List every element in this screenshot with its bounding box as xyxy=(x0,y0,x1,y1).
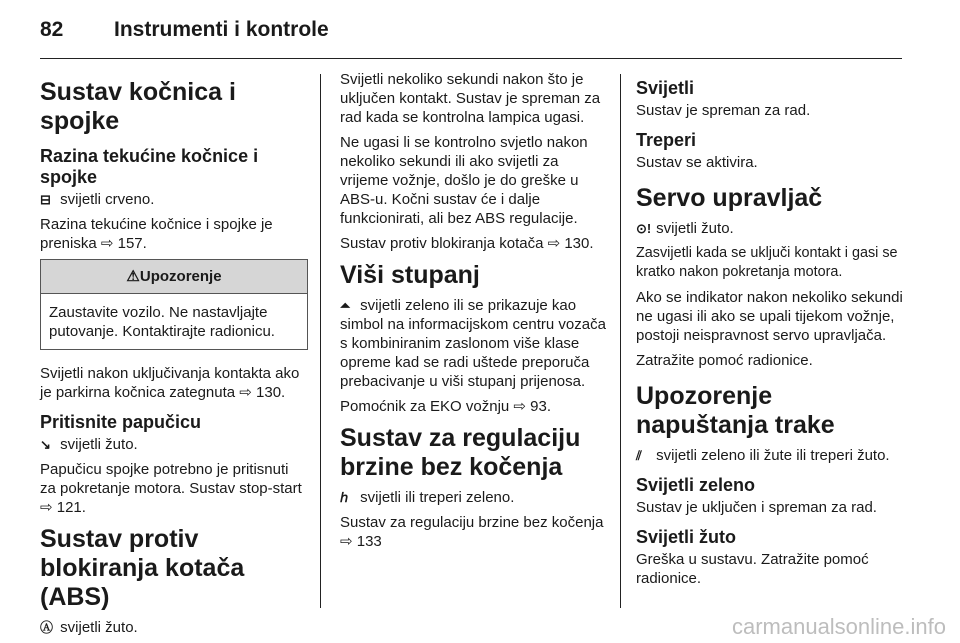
heading-lit-yellow: Svijetli žuto xyxy=(636,527,737,547)
heading-flashing: Treperi xyxy=(636,130,697,150)
heading-power-steering: Servo upravljač xyxy=(636,184,823,212)
column-divider-1 xyxy=(320,74,321,608)
paragraph-pedal: Papučicu spojke potrebno je pritisnuti za pokretanje motora. Sustav stop-start ⇨ 121. xyxy=(40,461,302,516)
warning-triangle-icon: ⚠ xyxy=(126,268,140,285)
paragraph-servo-2: Zasvijetli kada se uključi kontakt i gasi se kratko nakon pokretanja motora. xyxy=(636,245,898,280)
abs-icon: Ⓐ xyxy=(40,620,54,635)
paragraph-flashing: Sustav se aktivira. xyxy=(636,154,758,171)
page-number: 82 xyxy=(40,18,64,41)
heading-fluid-level: Razina tekućine kočnice i spojke xyxy=(40,146,259,187)
heading-press-pedal: Pritisnite papučicu xyxy=(40,412,202,432)
power-steering-icon: ⊙! xyxy=(636,221,652,236)
paragraph-red: ⊟ svijetli crveno. xyxy=(40,191,155,208)
column-1 xyxy=(40,70,308,643)
page-header xyxy=(40,18,329,42)
column-3 xyxy=(636,70,904,594)
paragraph-abs: Ⓐ svijetli žuto. xyxy=(40,619,138,636)
heading-abs: Sustav protiv blokiranja kotača (ABS) xyxy=(40,525,245,611)
paragraph-eco: Pomoćnik za EKO vožnju ⇨ 93. xyxy=(340,398,551,415)
paragraph-abs-2: Ne ugasi li se kontrolno svjetlo nakon nekoliko sekundi ili ako svijetli za vrijeme vožnje, došlo je do greške u ABS-u. Kočni sustav će i dalje funkcionirati, ali bez ABS regulacije. xyxy=(340,134,588,227)
paragraph-servo-4: Zatražite pomoć radionice. xyxy=(636,352,813,369)
column-2 xyxy=(340,70,608,557)
header-rule xyxy=(40,58,902,59)
paragraph-speed-2: Sustav za regulaciju brzine bez kočenja ⇨ 133 xyxy=(340,514,604,550)
paragraph-speed-1: ℎ svijetli ili treperi zeleno. xyxy=(340,489,515,506)
clutch-pedal-icon: ↘ xyxy=(40,437,51,452)
upshift-icon: ⏶ xyxy=(340,298,351,313)
paragraph-yellow: ↘ svijetli žuto. xyxy=(40,436,138,453)
paragraph-abs-1: Svijetli nekoliko sekundi nakon što je uključen kontakt. Sustav je spreman za rad kada se kontrolna lampica ugasi. xyxy=(340,71,601,126)
paragraph-lane: ⫽ svijetli zeleno ili žute ili treperi žuto. xyxy=(636,447,890,464)
paragraph-servo-3: Ako se indikator nakon nekoliko sekundi ne ugasi ili ako se upali tijekom vožnje, postoji neispravnost servo upravljača. xyxy=(636,289,903,344)
heading-lit: Svijetli xyxy=(636,78,695,98)
column-divider-2 xyxy=(620,74,621,608)
watermark: carmanualsonline.info xyxy=(731,614,946,639)
heading-upshift: Viši stupanj xyxy=(340,261,480,289)
warning-box xyxy=(40,259,308,350)
warning-header: ⚠Upozorenje xyxy=(41,260,307,294)
heading-lit-green: Svijetli zeleno xyxy=(636,475,756,495)
paragraph-lit: Sustav je spreman za rad. xyxy=(636,102,811,119)
paragraph-abs-3: Sustav protiv blokiranja kotača ⇨ 130. xyxy=(340,235,594,252)
paragraph-lit-green: Sustav je uključen i spreman za rad. xyxy=(636,499,877,516)
paragraph-ignition: Svijetli nakon uključivanja kontakta ako je parkirna kočnica zategnuta ⇨ 130. xyxy=(40,365,300,401)
heading-speed-limiter: Sustav za regulaciju brzine bez kočenja xyxy=(340,424,581,481)
paragraph-lit-yellow: Greška u sustavu. Zatražite pomoć radionice. xyxy=(636,551,869,587)
heading-lane-departure: Upozorenje napuštanja trake xyxy=(636,382,835,439)
page-title: Instrumenti i kontrole xyxy=(114,18,329,41)
paragraph-servo-1: ⊙! svijetli žuto. xyxy=(636,220,734,237)
lane-departure-icon: ⫽ xyxy=(636,448,642,463)
paragraph-fluid-low: Razina tekućine kočnice i spojke je preniska ⇨ 157. xyxy=(40,216,273,252)
speed-limiter-icon: ℎ xyxy=(340,490,349,505)
brake-fluid-icon: ⊟ xyxy=(40,192,51,207)
heading-brakes: Sustav kočnica i spojke xyxy=(40,78,236,135)
warning-text: Zaustavite vozilo. Ne nastavljajte putovanje. Kontaktirajte radionicu. xyxy=(49,304,275,340)
paragraph-upshift: ⏶ svijetli zeleno ili se prikazuje kao simbol na informacijskom centru vozača s kombiniranim zaslonom više klase opreme kad se radi uštede preporuča prebacivanje u viši stupanj prijenosa. xyxy=(340,297,606,390)
